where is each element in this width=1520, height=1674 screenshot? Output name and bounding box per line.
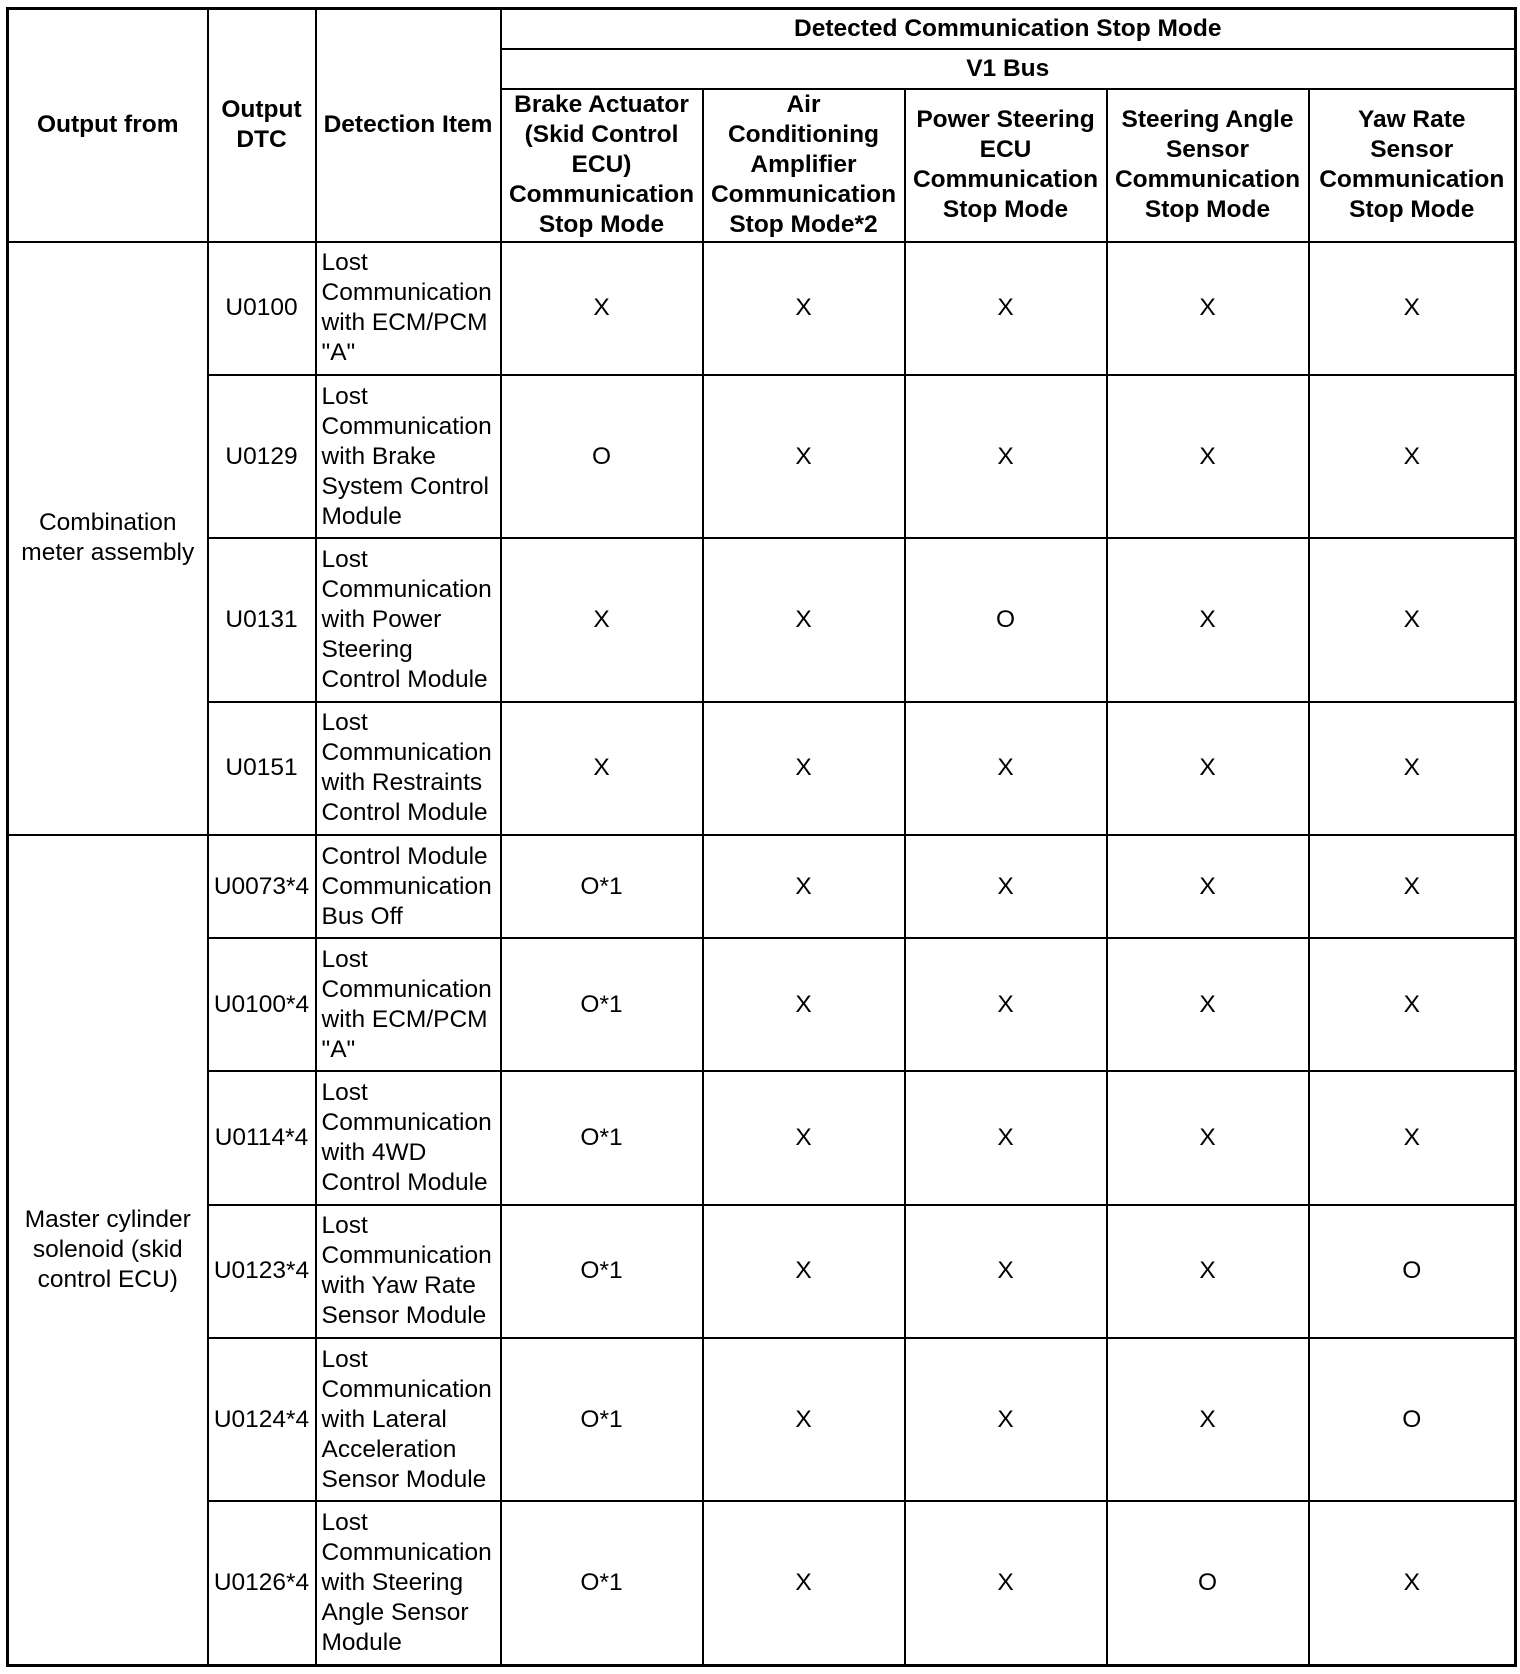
dtc-table bbox=[6, 7, 1517, 1667]
output-from-cell: Combination meter assembly bbox=[8, 242, 208, 835]
mode-cell: X bbox=[1107, 702, 1309, 835]
mode-cell: X bbox=[905, 375, 1107, 538]
header-v1-bus: V1 Bus bbox=[501, 49, 1516, 89]
header-output-from: Output from bbox=[8, 9, 208, 242]
mode-cell: X bbox=[1309, 1071, 1516, 1204]
mode-cell: X bbox=[1309, 938, 1516, 1071]
mode-cell: O*1 bbox=[501, 938, 703, 1071]
table-row bbox=[8, 538, 1516, 701]
mode-cell: X bbox=[501, 242, 703, 375]
table-row bbox=[8, 1205, 1516, 1338]
mode-cell: X bbox=[703, 242, 905, 375]
mode-cell: X bbox=[703, 835, 905, 938]
table-body bbox=[8, 242, 1516, 1666]
table-row bbox=[8, 1501, 1516, 1665]
mode-cell: X bbox=[1107, 938, 1309, 1071]
header-output-dtc: Output DTC bbox=[208, 9, 316, 242]
mode-cell: O bbox=[501, 375, 703, 538]
table-row bbox=[8, 1338, 1516, 1501]
mode-cell: O*1 bbox=[501, 1071, 703, 1204]
table-row bbox=[8, 938, 1516, 1071]
detection-item-cell: Lost Communication with Yaw Rate Sensor Module bbox=[316, 1205, 501, 1338]
mode-cell: O*1 bbox=[501, 835, 703, 938]
detection-item-cell: Lost Communication with Steering Angle Sensor Module bbox=[316, 1501, 501, 1665]
mode-cell: X bbox=[1107, 1071, 1309, 1204]
mode-cell: X bbox=[1309, 1501, 1516, 1665]
detection-item-cell: Lost Communication with Lateral Acceleration Sensor Module bbox=[316, 1338, 501, 1501]
mode-cell: X bbox=[501, 702, 703, 835]
detection-item-cell: Lost Communication with Restraints Control Module bbox=[316, 702, 501, 835]
table-row bbox=[8, 835, 1516, 938]
dtc-cell: U0129 bbox=[208, 375, 316, 538]
dtc-cell: U0123*4 bbox=[208, 1205, 316, 1338]
mode-cell: X bbox=[905, 1338, 1107, 1501]
mode-cell: X bbox=[905, 1501, 1107, 1665]
mode-cell: O bbox=[1309, 1205, 1516, 1338]
mode-cell: X bbox=[1309, 375, 1516, 538]
detection-item-cell: Lost Communication with 4WD Control Module bbox=[316, 1071, 501, 1204]
mode-cell: X bbox=[703, 1338, 905, 1501]
mode-cell: X bbox=[703, 1205, 905, 1338]
mode-cell: X bbox=[703, 938, 905, 1071]
dtc-cell: U0124*4 bbox=[208, 1338, 316, 1501]
mode-cell: X bbox=[703, 375, 905, 538]
detection-item-cell: Lost Communication with ECM/PCM "A" bbox=[316, 938, 501, 1071]
header-detection-item: Detection Item bbox=[316, 9, 501, 242]
mode-cell: X bbox=[703, 1501, 905, 1665]
mode-cell: X bbox=[905, 938, 1107, 1071]
mode-cell: X bbox=[1309, 835, 1516, 938]
mode-cell: X bbox=[905, 1071, 1107, 1204]
detection-item-cell: Lost Communication with Brake System Control Module bbox=[316, 375, 501, 538]
table-row bbox=[8, 1071, 1516, 1204]
dtc-cell: U0126*4 bbox=[208, 1501, 316, 1665]
mode-cell: O*1 bbox=[501, 1205, 703, 1338]
dtc-cell: U0100 bbox=[208, 242, 316, 375]
dtc-cell: U0114*4 bbox=[208, 1071, 316, 1204]
detection-item-cell: Control Module Communication Bus Off bbox=[316, 835, 501, 938]
mode-cell: X bbox=[905, 1205, 1107, 1338]
table-header bbox=[8, 9, 1516, 242]
header-mode-air-conditioning: Air Conditioning Amplifier Communication Stop Mode*2 bbox=[703, 89, 905, 242]
dtc-cell: U0100*4 bbox=[208, 938, 316, 1071]
mode-cell: O bbox=[1107, 1501, 1309, 1665]
mode-cell: X bbox=[1309, 538, 1516, 701]
header-mode-brake-actuator: Brake Actuator (Skid Control ECU) Communication Stop Mode bbox=[501, 89, 703, 242]
mode-cell: X bbox=[905, 242, 1107, 375]
output-from-cell: Master cylinder solenoid (skid control ECU) bbox=[8, 835, 208, 1666]
mode-cell: X bbox=[905, 835, 1107, 938]
mode-cell: X bbox=[1107, 242, 1309, 375]
table-row bbox=[8, 375, 1516, 538]
mode-cell: X bbox=[703, 1071, 905, 1204]
detection-item-cell: Lost Communication with ECM/PCM "A" bbox=[316, 242, 501, 375]
header-mode-steering-angle: Steering Angle Sensor Communication Stop Mode bbox=[1107, 89, 1309, 242]
mode-cell: X bbox=[501, 538, 703, 701]
mode-cell: O bbox=[905, 538, 1107, 701]
mode-cell: X bbox=[1107, 1205, 1309, 1338]
header-mode-power-steering: Power Steering ECU Communication Stop Mode bbox=[905, 89, 1107, 242]
mode-cell: X bbox=[1107, 538, 1309, 701]
mode-cell: X bbox=[1107, 375, 1309, 538]
header-mode-yaw-rate: Yaw Rate Sensor Communication Stop Mode bbox=[1309, 89, 1516, 242]
header-detected-stop-mode: Detected Communication Stop Mode bbox=[501, 9, 1516, 49]
mode-cell: X bbox=[1107, 1338, 1309, 1501]
mode-cell: X bbox=[905, 702, 1107, 835]
mode-cell: X bbox=[1309, 242, 1516, 375]
table-row bbox=[8, 242, 1516, 375]
mode-cell: X bbox=[1309, 702, 1516, 835]
mode-cell: O*1 bbox=[501, 1501, 703, 1665]
table-row bbox=[8, 702, 1516, 835]
mode-cell: O bbox=[1309, 1338, 1516, 1501]
detection-item-cell: Lost Communication with Power Steering Control Module bbox=[316, 538, 501, 701]
dtc-cell: U0131 bbox=[208, 538, 316, 701]
mode-cell: X bbox=[703, 702, 905, 835]
mode-cell: O*1 bbox=[501, 1338, 703, 1501]
mode-cell: X bbox=[703, 538, 905, 701]
dtc-cell: U0151 bbox=[208, 702, 316, 835]
mode-cell: X bbox=[1107, 835, 1309, 938]
dtc-cell: U0073*4 bbox=[208, 835, 316, 938]
